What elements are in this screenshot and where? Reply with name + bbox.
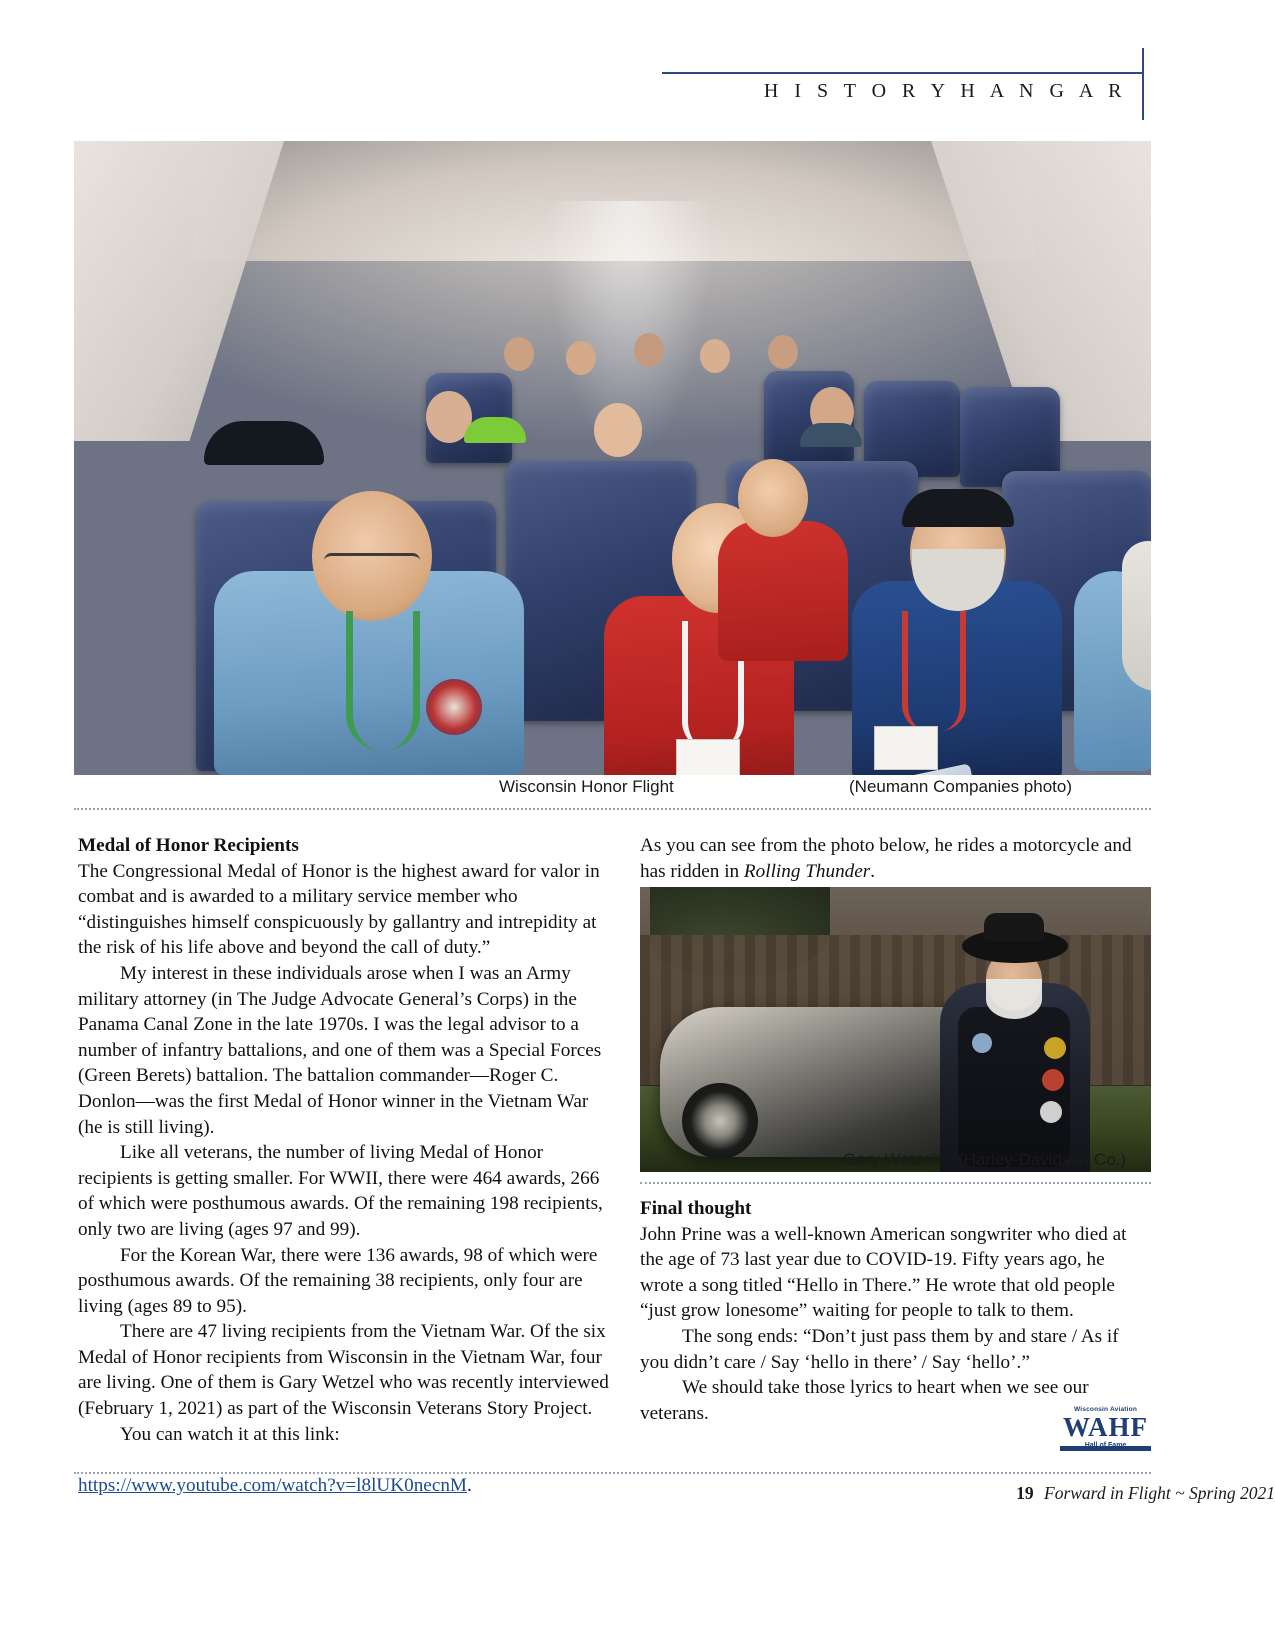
left-subhead: Medal of Honor Recipients — [78, 835, 299, 856]
passenger-head — [768, 335, 798, 369]
header-rule-top — [662, 72, 1144, 74]
article-left-column — [78, 833, 613, 1498]
passenger-head — [738, 459, 808, 537]
passenger-head — [594, 403, 642, 457]
wahf-logo-main: WAHF — [1063, 1412, 1148, 1442]
article-right-column-intro — [640, 833, 1152, 884]
cowboy-hat-crown-icon — [984, 913, 1044, 941]
passenger-shirt-red-2 — [718, 521, 848, 661]
section-title: H I S T O R Y H A N G A R — [763, 80, 1127, 102]
cap-icon — [902, 489, 1014, 527]
name-badge — [874, 726, 938, 770]
divider-footer — [74, 1472, 1151, 1474]
wahf-logo-bar — [1060, 1446, 1151, 1451]
man-beard — [986, 979, 1042, 1019]
eyeglasses-icon — [324, 553, 420, 568]
link-period: . — [467, 1474, 472, 1496]
hero-caption-left: Wisconsin Honor Flight — [499, 777, 674, 796]
article-right-column-final — [640, 1196, 1152, 1426]
name-badge — [676, 739, 740, 775]
passenger-head — [700, 339, 730, 373]
motorcycle-wheel — [682, 1083, 758, 1159]
cap-icon — [204, 421, 324, 465]
youtube-link[interactable]: https://www.youtube.com/watch?v=l8lUK0necnM — [78, 1474, 467, 1496]
page-number: 19 — [1016, 1483, 1034, 1503]
passenger-head — [936, 395, 982, 447]
right-subhead: Final thought — [640, 1198, 752, 1219]
photo2-caption-right: (Harley-Davidson Co.) — [958, 1150, 1127, 1169]
right-paragraph-2: The song ends: “Don’t just pass them by and stare / As if you didn’t care / Say ‘hello in there’ / Say ‘hello’.” — [640, 1325, 1119, 1373]
vest-patch — [1040, 1101, 1062, 1123]
hero-caption-right: (Neumann Companies photo) — [849, 777, 1073, 796]
left-paragraph-5: There are 47 living recipients from the Vietnam War. Of the six Medal of Honor recipients from Wisconsin in the Vietnam War, four are living. One of them is Gary Wetzel who was recently interviewed (February 1, 2021) as part of the Wisconsin Veterans Story Project. — [78, 1321, 609, 1420]
wahf-logo — [1060, 1406, 1151, 1454]
right-intro-a: As you can see from the photo below, he rides a motorcycle and has ridden in — [640, 835, 1132, 882]
cap-icon — [464, 417, 526, 443]
passenger-head — [634, 333, 664, 367]
left-paragraph-3: Like all veterans, the number of living Medal of Honor recipients is getting smaller. For WWII, there were 464 awards, 266 of which were posthumous awards. Of the remaining 198 recipients, only two are living (ages 97 and 99). — [78, 1142, 603, 1240]
vest-patch — [972, 1033, 992, 1053]
photo2-caption — [640, 1150, 1151, 1178]
beard — [1122, 541, 1151, 691]
right-paragraph-1: John Prine was a well-known American songwriter who died at the age of 73 last year due to COVID-19. Fifty years ago, he wrote a song titled “Hello in There.” He wrote that old people “just grow lonesome” waiting for people to talk to them. — [640, 1223, 1127, 1322]
divider-under-hero — [74, 808, 1151, 810]
footer-text: Forward in Flight ~ Spring 2021 — [1044, 1483, 1275, 1503]
hero-photo-wisconsin-honor-flight — [74, 141, 1151, 775]
left-paragraph-2: My interest in these individuals arose when I was an Army military attorney (in The Judge Advocate General’s Corps) in the Panama Canal Zone in the late 1970s. I was the legal advisor to a number of infantry battalions, and one of them was a Special Forces (Green Berets) battalion. The battalion commander—Roger C. Donlon—was the first Medal of Honor winner in the Vietnam War (he is still living). — [78, 962, 602, 1138]
lanyard — [902, 611, 966, 731]
photo2-caption-left: Gary Wetzel — [843, 1150, 937, 1169]
passenger-head — [566, 341, 596, 375]
vest-patch — [1044, 1037, 1066, 1059]
hero-caption — [74, 775, 1151, 805]
left-paragraph-4: For the Korean War, there were 136 awards, 98 of which were posthumous awards. Of the remaining 38 recipients, only four are living (ages 89 to 95). — [78, 1244, 598, 1317]
wahf-logo-top-line: Wisconsin Aviation — [1073, 1406, 1137, 1413]
passenger-head — [504, 337, 534, 371]
cap-icon — [800, 423, 862, 447]
shirt-patch — [426, 679, 482, 735]
left-paragraph-1: The Congressional Medal of Honor is the highest award for valor in combat and is awarded to a military service member who “distinguishes himself conspicuously by gallantry and intrepidity at the risk of his life above and beyond the call of duty.” — [78, 860, 600, 959]
right-paragraph-3: We should take those lyrics to heart when we see our veterans. — [640, 1377, 1089, 1424]
divider-under-photo2 — [640, 1182, 1151, 1184]
photo-gary-wetzel — [640, 887, 1151, 1172]
right-intro-b: . — [870, 860, 876, 882]
left-paragraph-6: You can watch it at this link: — [120, 1423, 340, 1445]
right-intro-paragraph — [640, 833, 1152, 884]
vest-patch — [1042, 1069, 1064, 1091]
rolling-thunder-italic: Rolling Thunder — [743, 860, 871, 882]
header-rule-right — [1142, 48, 1144, 120]
lanyard — [346, 611, 420, 751]
page-footer — [0, 1483, 1275, 1504]
page-header — [0, 0, 1275, 130]
